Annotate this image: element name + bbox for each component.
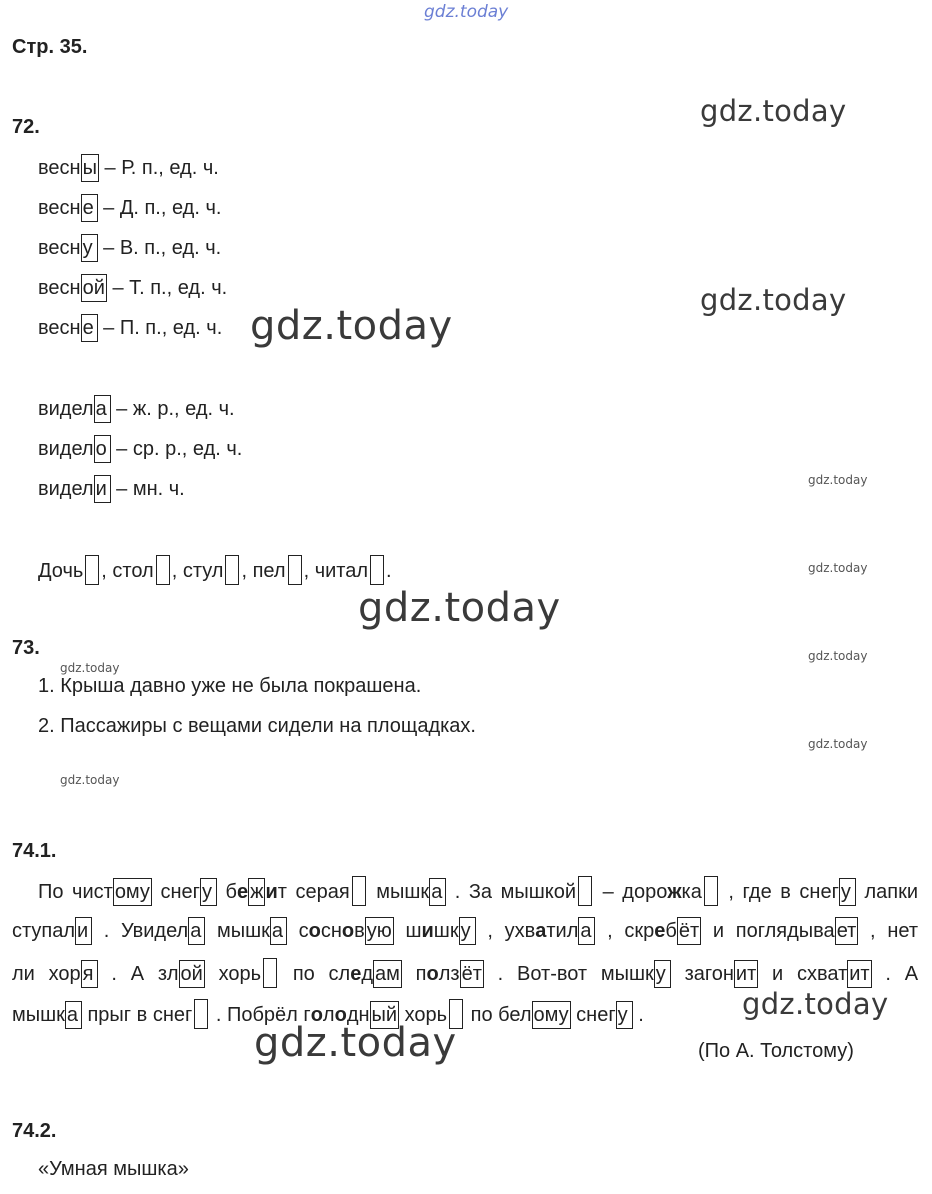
watermark: gdz.today: [700, 283, 847, 317]
task-72-number: 72.: [12, 116, 40, 138]
bold-letter: е: [654, 920, 666, 942]
passage-line-3: ли хор я . А зл ой хорь по след ам полз ёт . Вот-вот мышк у загон ит и схват ит . А: [12, 958, 918, 988]
empty-ending-box: [263, 958, 277, 988]
ending-box: ам: [373, 960, 402, 988]
watermark: gdz.today: [358, 585, 561, 631]
ending-box: ой: [81, 274, 107, 302]
verb-row: видел о – ср. р., ед. ч.: [38, 435, 242, 463]
empty-ending-box: [352, 876, 366, 906]
ending-box: а: [65, 1001, 82, 1029]
task-74-1-number: 74.1.: [12, 840, 57, 862]
empty-ending-box: [449, 999, 463, 1029]
bold-letter: е: [350, 963, 362, 985]
passage-line-1: По чист ому снег у бе ж ит серая мышк а . За мышкой – дорожка , где в снег у лапки: [12, 876, 918, 906]
ending-box: ит: [847, 960, 871, 988]
ending-box: ый: [370, 1001, 400, 1029]
ending-box: ой: [179, 960, 205, 988]
noun-row: весн ой – Т. п., ед. ч.: [38, 274, 227, 302]
bold-letter: о: [308, 920, 321, 942]
sentence-2: 2. Пассажиры с вещами сидели на площадках.: [38, 715, 476, 737]
ending-box: ет: [835, 917, 859, 945]
ending-box: ёт: [677, 917, 701, 945]
task-73-number: 73.: [12, 637, 40, 659]
passage-line-2: ступал и . Увидел а мышк а соснов ую шишк у , ухватил а , скреб ёт и поглядыва ет , нет: [12, 917, 918, 945]
watermark: gdz.today: [808, 473, 868, 487]
ending-box: е: [81, 314, 98, 342]
ending-box: ит: [734, 960, 758, 988]
watermark: gdz.today: [60, 773, 120, 787]
bold-letter: и: [421, 920, 434, 942]
ending-box: у: [654, 960, 671, 988]
ending-box: а: [270, 917, 287, 945]
task-74-2-number: 74.2.: [12, 1120, 57, 1142]
noun-row: весн е – Д. п., ед. ч.: [38, 194, 221, 222]
empty-ending-box: [370, 555, 384, 585]
ending-box: ому: [532, 1001, 571, 1029]
ending-box: у: [616, 1001, 633, 1029]
ending-box: е: [81, 194, 98, 222]
ending-box: у: [200, 878, 217, 906]
noun-row: весн у – В. п., ед. ч.: [38, 234, 221, 262]
zero-ending-row: Дочь , стол , стул , пел , читал .: [38, 555, 392, 585]
verb-row: видел и – мн. ч.: [38, 475, 185, 503]
passage-line-4: мышк а прыг в снег . Побрёл голодн ый хорь по бел ому снег у .: [12, 999, 732, 1029]
empty-ending-box: [288, 555, 302, 585]
empty-ending-box: [704, 876, 718, 906]
empty-ending-box: [578, 876, 592, 906]
watermark: gdz.today: [250, 303, 453, 349]
ending-box: ую: [365, 917, 394, 945]
bold-letter: е: [236, 881, 249, 903]
watermark: gdz.today: [742, 987, 889, 1021]
ending-box: и: [94, 475, 111, 503]
empty-ending-box: [156, 555, 170, 585]
ending-box: ёт: [460, 960, 484, 988]
story-title: «Умная мышка»: [38, 1158, 189, 1180]
noun-row: весн ы – Р. п., ед. ч.: [38, 154, 219, 182]
page-header: Стр. 35.: [12, 36, 88, 58]
watermark: gdz.today: [60, 661, 120, 675]
bold-letter: и: [265, 881, 278, 903]
ending-box: о: [94, 435, 111, 463]
watermark: gdz.today: [808, 649, 868, 663]
watermark: gdz.today: [808, 737, 868, 751]
suffix-box: ж: [248, 878, 265, 906]
attribution: (По А. Толстому): [698, 1040, 854, 1062]
bold-letter: о: [334, 1004, 347, 1026]
ending-box: и: [75, 917, 92, 945]
bold-letter: о: [426, 963, 439, 985]
ending-box: у: [459, 917, 476, 945]
ending-box: а: [429, 878, 446, 906]
ending-box: у: [81, 234, 98, 262]
ending-box: у: [839, 878, 856, 906]
empty-ending-box: [194, 999, 208, 1029]
ending-box: а: [94, 395, 111, 423]
bold-letter: о: [310, 1004, 323, 1026]
noun-row: весн е – П. п., ед. ч.: [38, 314, 222, 342]
sentence-1: 1. Крыша давно уже не была покрашена.: [38, 675, 422, 697]
ending-box: ы: [81, 154, 99, 182]
verb-row: видел а – ж. р., ед. ч.: [38, 395, 235, 423]
ending-box: я: [81, 960, 98, 988]
empty-ending-box: [85, 555, 99, 585]
watermark: gdz.today: [254, 1020, 457, 1066]
bold-letter: ж: [667, 881, 682, 903]
watermark-top: gdz.today: [424, 2, 509, 22]
bold-letter: а: [535, 920, 547, 942]
ending-box: а: [578, 917, 595, 945]
ending-box: ому: [113, 878, 152, 906]
ending-box: а: [188, 917, 205, 945]
watermark: gdz.today: [700, 94, 847, 128]
watermark: gdz.today: [808, 561, 868, 575]
bold-letter: о: [341, 920, 355, 942]
empty-ending-box: [225, 555, 239, 585]
